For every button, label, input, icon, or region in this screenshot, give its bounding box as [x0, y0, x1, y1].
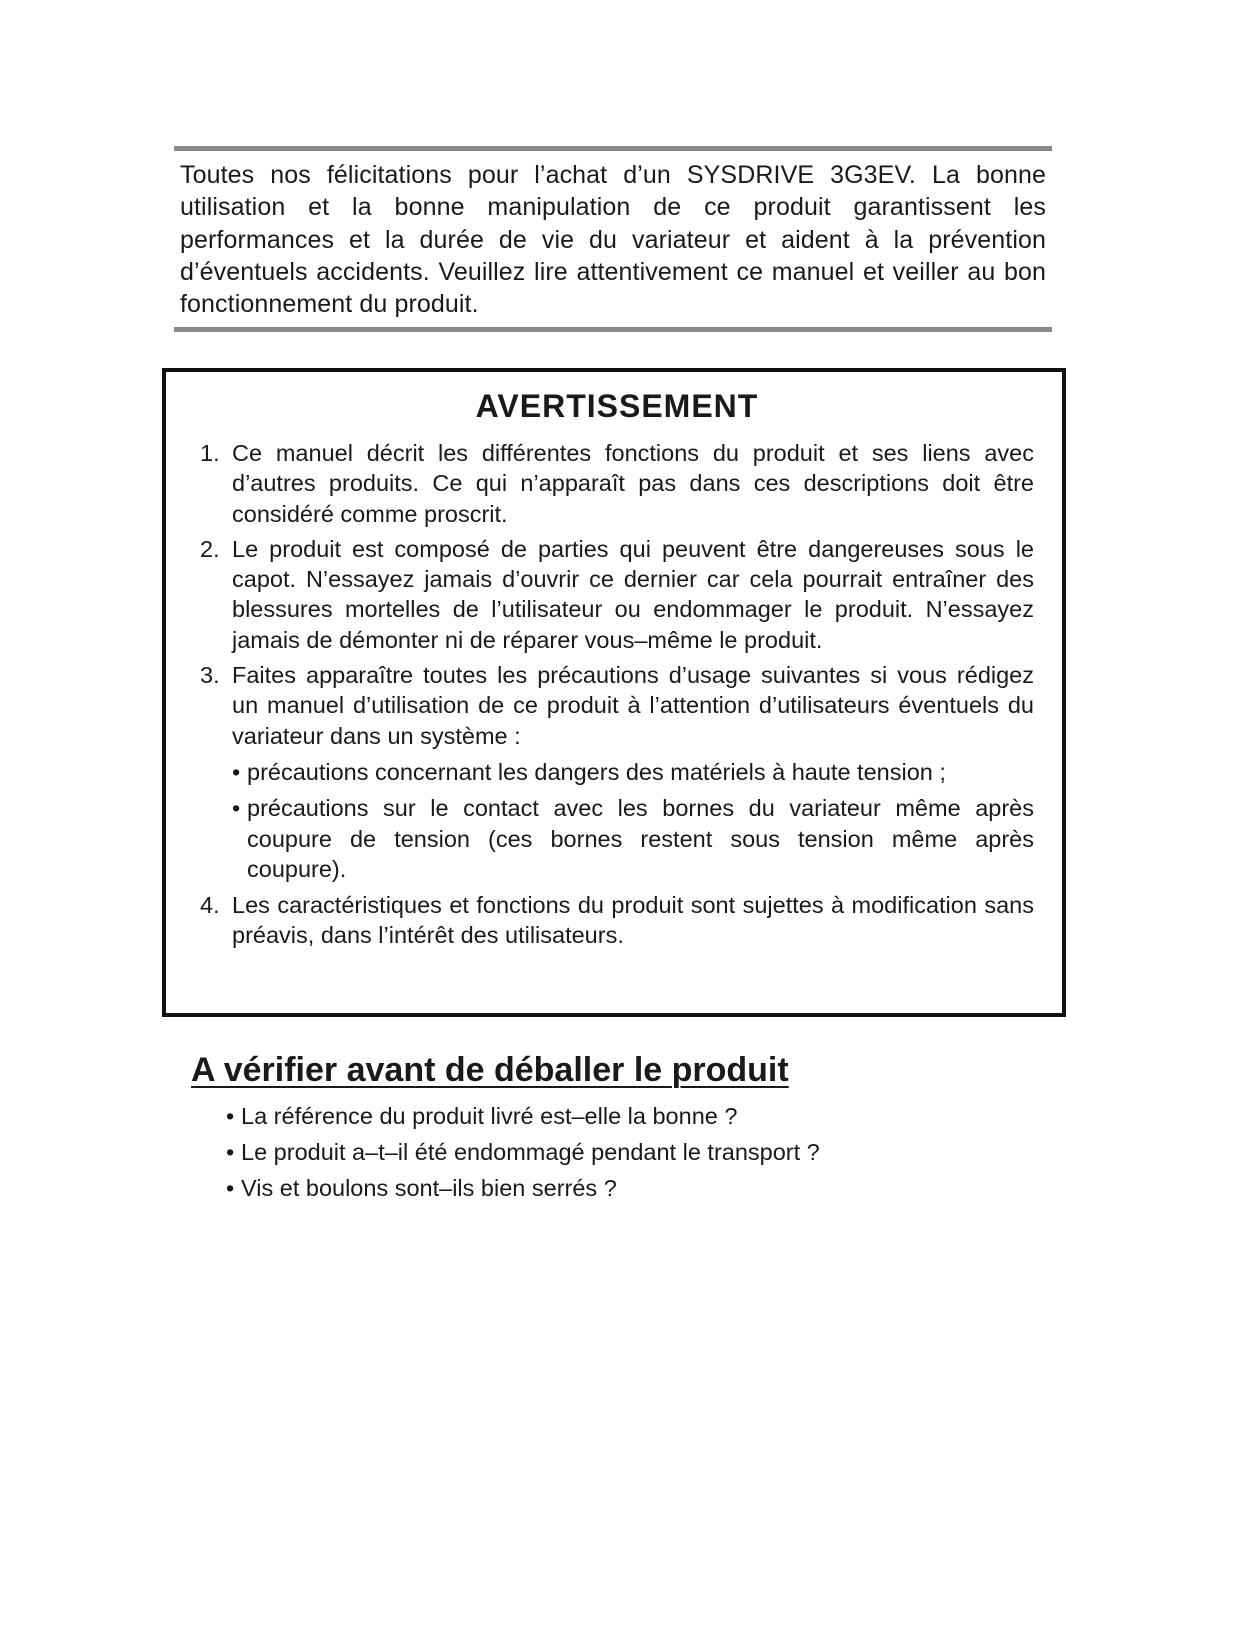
checklist-item: [226, 1173, 820, 1203]
precaution-item: [232, 793, 1034, 884]
warning-item-text: Ce manuel décrit les différentes fonctions du produit et ses liens avec d’autres produits. Ce qui n’apparaît pas dans ces descriptions doit être considéré comme proscrit.: [232, 440, 1034, 527]
precaution-list: [232, 757, 1034, 884]
warning-item-3: [200, 660, 1034, 884]
warning-item-2: [200, 534, 1034, 655]
precaution-text: précautions sur le contact avec les bornes du variateur même après coupure de tension (ces bornes restent sous tension même après coupure).: [247, 795, 1034, 882]
intro-text: Toutes nos félicitations pour l’achat d’un SYSDRIVE 3G3EV. La bonne utilisation et la bonne manipulation de ce produit garantissent les performances et la durée de vie du variateur et aident à la prévention d’éventuels accidents. Veuillez lire attentivement ce manuel et veiller au bon fonctionnement du produit.: [180, 161, 1046, 319]
checklist-item: [226, 1101, 820, 1131]
checklist-item-text: Vis et boulons sont–ils bien serrés ?: [241, 1175, 617, 1201]
precaution-text: précautions concernant les dangers des matériels à haute tension ;: [247, 758, 946, 785]
bullet-icon: •: [232, 795, 241, 822]
warning-title: AVERTISSEMENT: [475, 388, 759, 424]
warning-item-number: 1.: [200, 440, 220, 466]
warning-item-number: 2.: [200, 535, 220, 562]
warning-item-1: [200, 438, 1034, 529]
checklist-item-text: Le produit a–t–il été endommagé pendant le transport ?: [241, 1139, 820, 1165]
warning-item-number: 4.: [200, 892, 220, 919]
checklist-item-text: La référence du produit livré est–elle la bonne ?: [241, 1103, 738, 1129]
precaution-item: [232, 757, 1034, 787]
warning-item-text: Le produit est composé de parties qui peuvent être dangereuses sous le capot. N’essayez jamais d’ouvrir ce dernier car cela pourrait entraîner des blessures mortelles de l’utilisateur ou endommager le produit. N’essayez jamais de démonter ni de réparer vous–même le produit.: [232, 535, 1034, 653]
bullet-icon: •: [226, 1175, 235, 1201]
unpacking-section-title: A vérifier avant de déballer le produit: [191, 1051, 789, 1089]
bullet-icon: •: [226, 1103, 235, 1129]
warning-box: [162, 368, 1066, 1017]
checklist-item: [226, 1137, 820, 1167]
bullet-icon: •: [226, 1139, 235, 1165]
warning-item-text: Les caractéristiques et fonctions du produit sont sujettes à modification sans préavis, dans l’intérêt des utilisateurs.: [232, 892, 1034, 949]
warning-item-4: [200, 890, 1034, 951]
intro-panel: [174, 146, 1052, 332]
warning-item-text: Faites apparaître toutes les précautions d’usage suivantes si vous rédigez un manuel d’utilisation de ce produit à l’attention d’utilisateurs éventuels du variateur dans un système :: [232, 662, 1034, 749]
warning-item-number: 3.: [200, 662, 220, 689]
bullet-icon: •: [232, 758, 241, 785]
unpacking-checklist: [226, 1101, 820, 1209]
warning-list: [200, 438, 1034, 951]
